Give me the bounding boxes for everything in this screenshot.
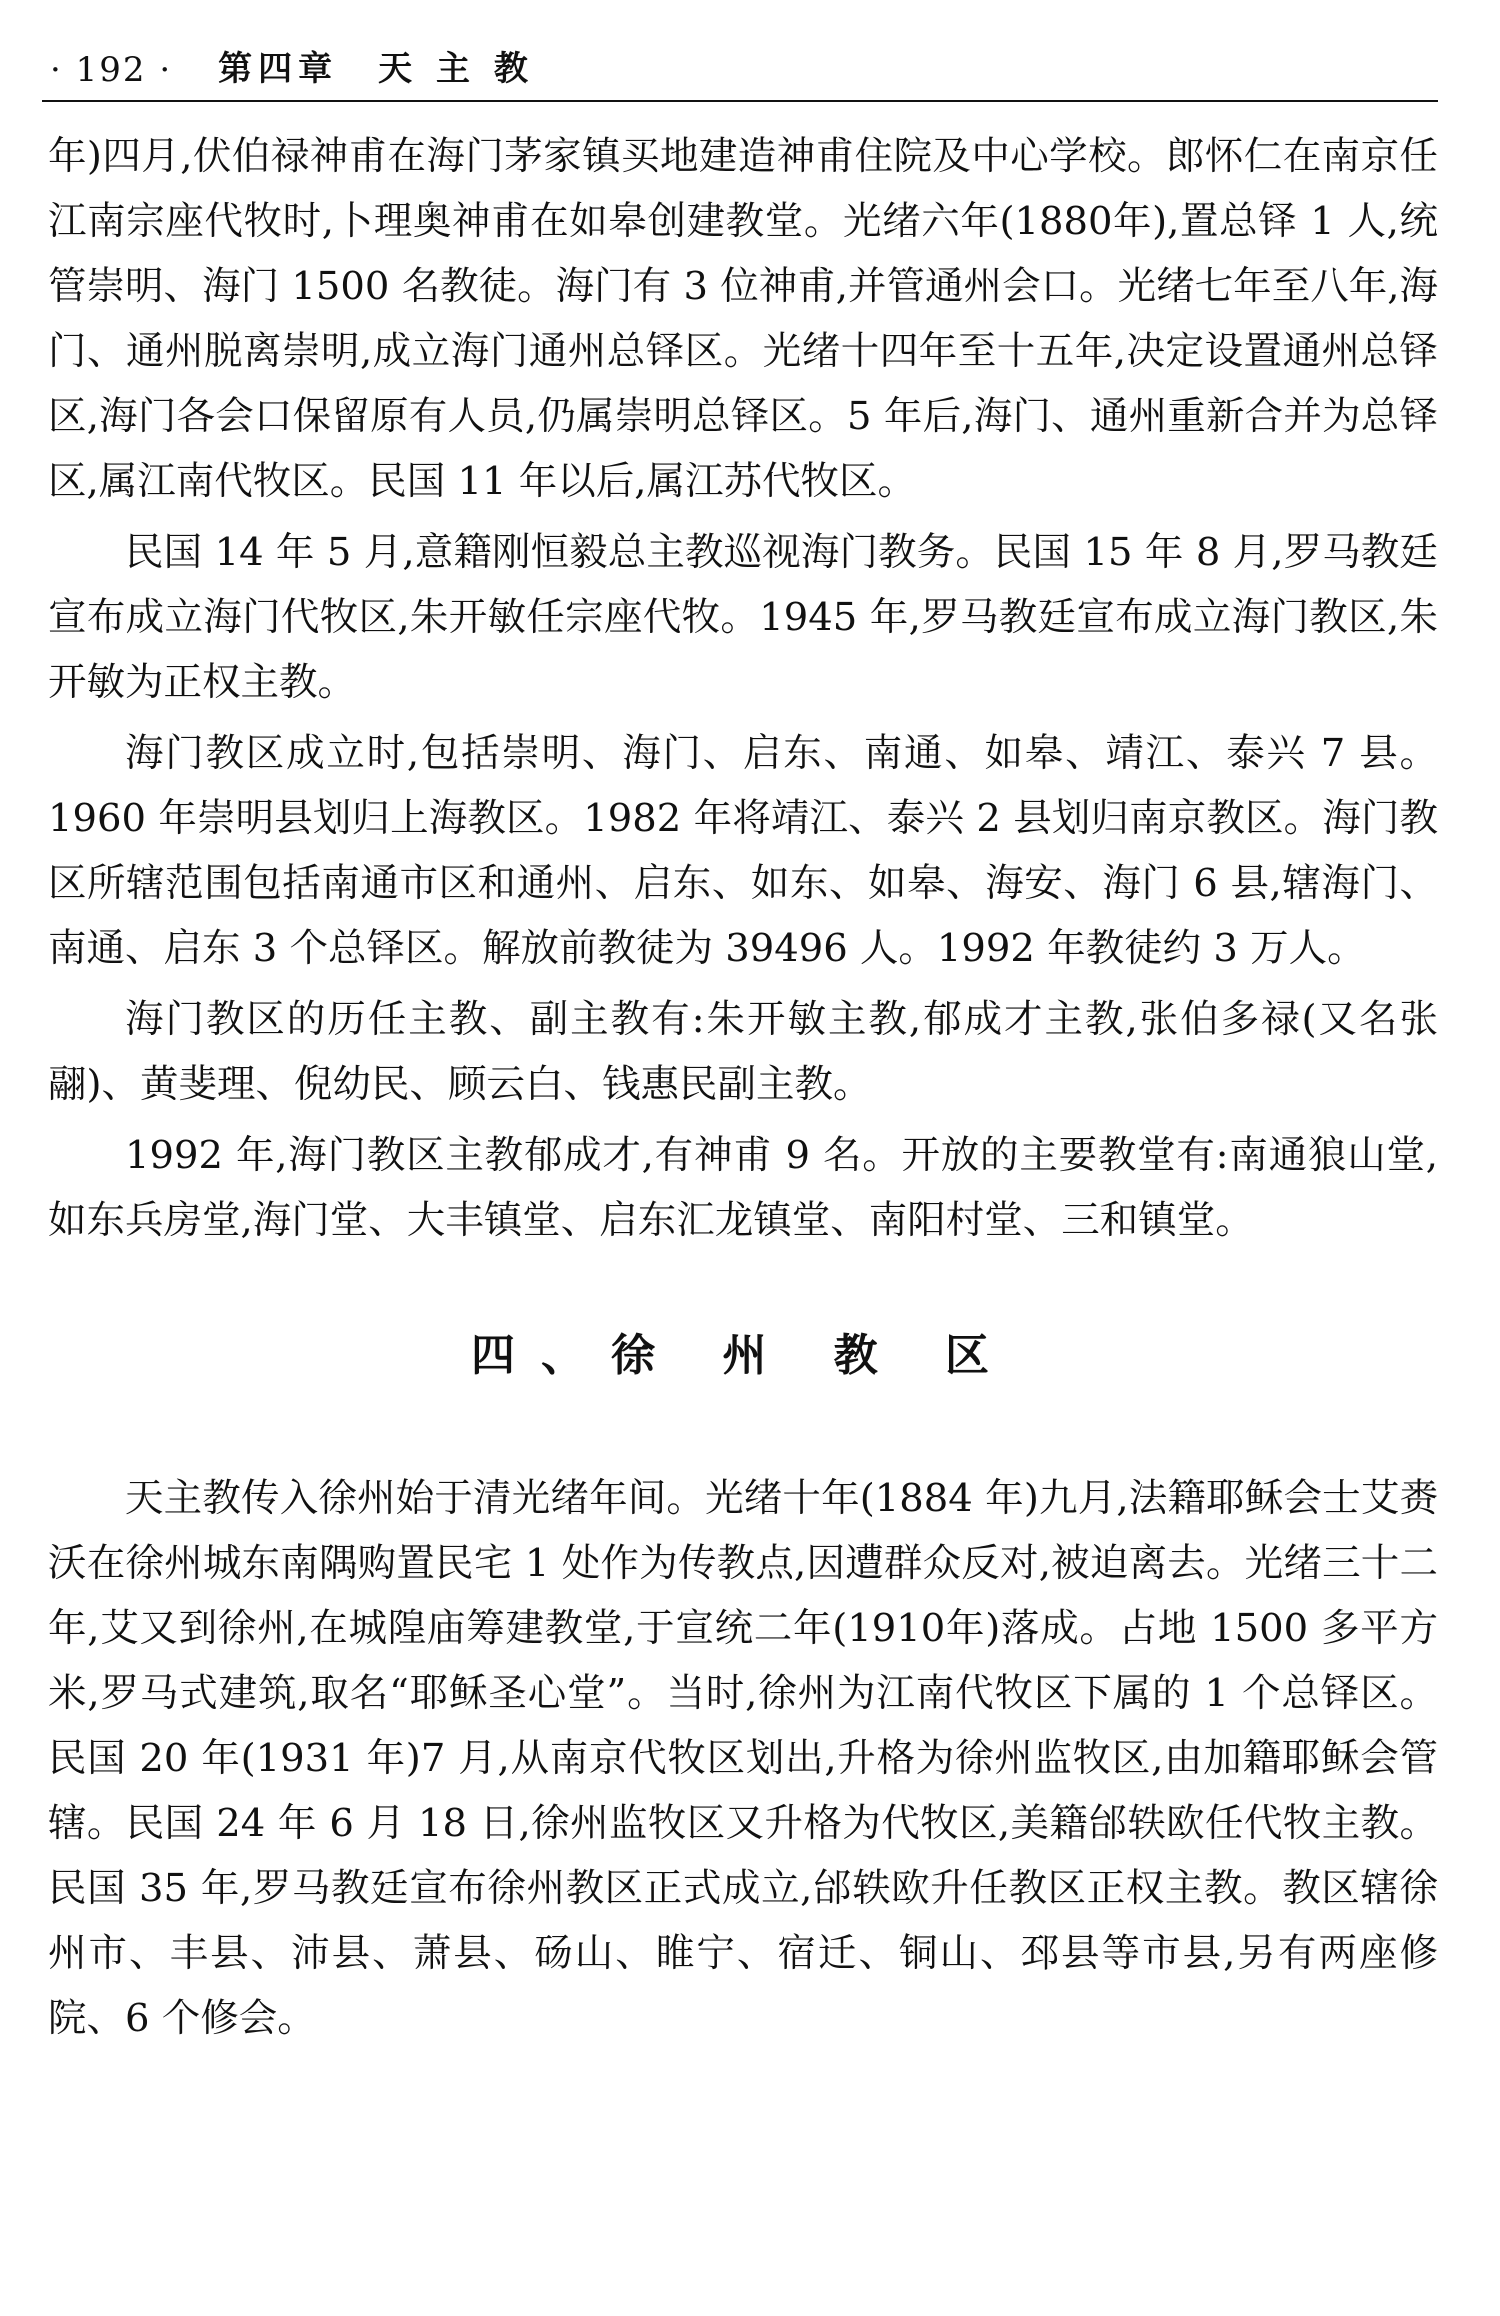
paragraph: 天主教传入徐州始于清光绪年间。光绪十年(1884 年)九月,法籍耶稣会士艾赉沃在徐州城东南隅购置民宅 1 处作为传教点,因遭群众反对,被迫离去。光绪三十二年,艾又到徐州,在城隍庙筹建教堂,于宣统二年(1910年)落成。占地 1500 多平方米,罗马式建筑,取名“耶稣圣心堂”。当时,徐州为江南代牧区下属的 1 个总铎区。民国 20 年(1931 年)7 月,从南京代牧区划出,升格为徐州监牧区,由加籍耶稣会管辖。民国 24 年 6 月 18 日,徐州监牧区又升格为代牧区,美籍邰轶欧任代牧主教。民国 35 年,罗马教廷宣布徐州教区正式成立,邰轶欧升任教区正权主教。教区辖徐州市、丰县、沛县、萧县、砀山、睢宁、宿迁、铜山、邳县等市县,另有两座修院、6 个修会。	[48, 1476, 1438, 2041]
paragraph: 海门教区的历任主教、副主教有:朱开敏主教,郁成才主教,张伯多禄(又名张翮)、黄斐理、倪幼民、顾云白、钱惠民副主教。	[48, 997, 1438, 1107]
paragraph: 民国 14 年 5 月,意籍刚恒毅总主教巡视海门教务。民国 15 年 8 月,罗马教廷宣布成立海门代牧区,朱开敏任宗座代牧。1945 年,罗马教廷宣布成立海门教区,朱开敏为正权主教。	[48, 530, 1438, 705]
body-text	[48, 124, 1438, 2057]
chapter-title: 第四章 天 主 教	[218, 49, 534, 89]
paragraph: 海门教区成立时,包括崇明、海门、启东、南通、如皋、靖江、泰兴 7 县。1960 年崇明县划归上海教区。1982 年将靖江、泰兴 2 县划归南京教区。海门教区所辖范围包括南通市区和通州、启东、如东、如皋、海安、海门 6 县,辖海门、南通、启东 3 个总铎区。解放前教徒为 39496 人。1992 年教徒约 3 万人。	[48, 731, 1438, 971]
running-header	[42, 42, 1438, 102]
section-heading: 四、徐 州 教 区	[471, 1330, 1015, 1381]
paragraph: 年)四月,伏伯禄神甫在海门茅家镇买地建造神甫住院及中心学校。郎怀仁在南京任江南宗座代牧时,卜理奥神甫在如皋创建教堂。光绪六年(1880年),置总铎 1 人,统管崇明、海门 1500 名教徒。海门有 3 位神甫,并管通州会口。光绪七年至八年,海门、通州脱离崇明,成立海门通州总铎区。光绪十四年至十五年,决定设置通州总铎区,海门各会口保留原有人员,仍属崇明总铎区。5 年后,海门、通州重新合并为总铎区,属江南代牧区。民国 11 年以后,属江苏代牧区。	[48, 134, 1438, 504]
paragraph: 1992 年,海门教区主教郁成才,有神甫 9 名。开放的主要教堂有:南通狼山堂,如东兵房堂,海门堂、大丰镇堂、启东汇龙镇堂、南阳村堂、三和镇堂。	[48, 1133, 1438, 1243]
page-number: · 192 ·	[50, 50, 173, 90]
